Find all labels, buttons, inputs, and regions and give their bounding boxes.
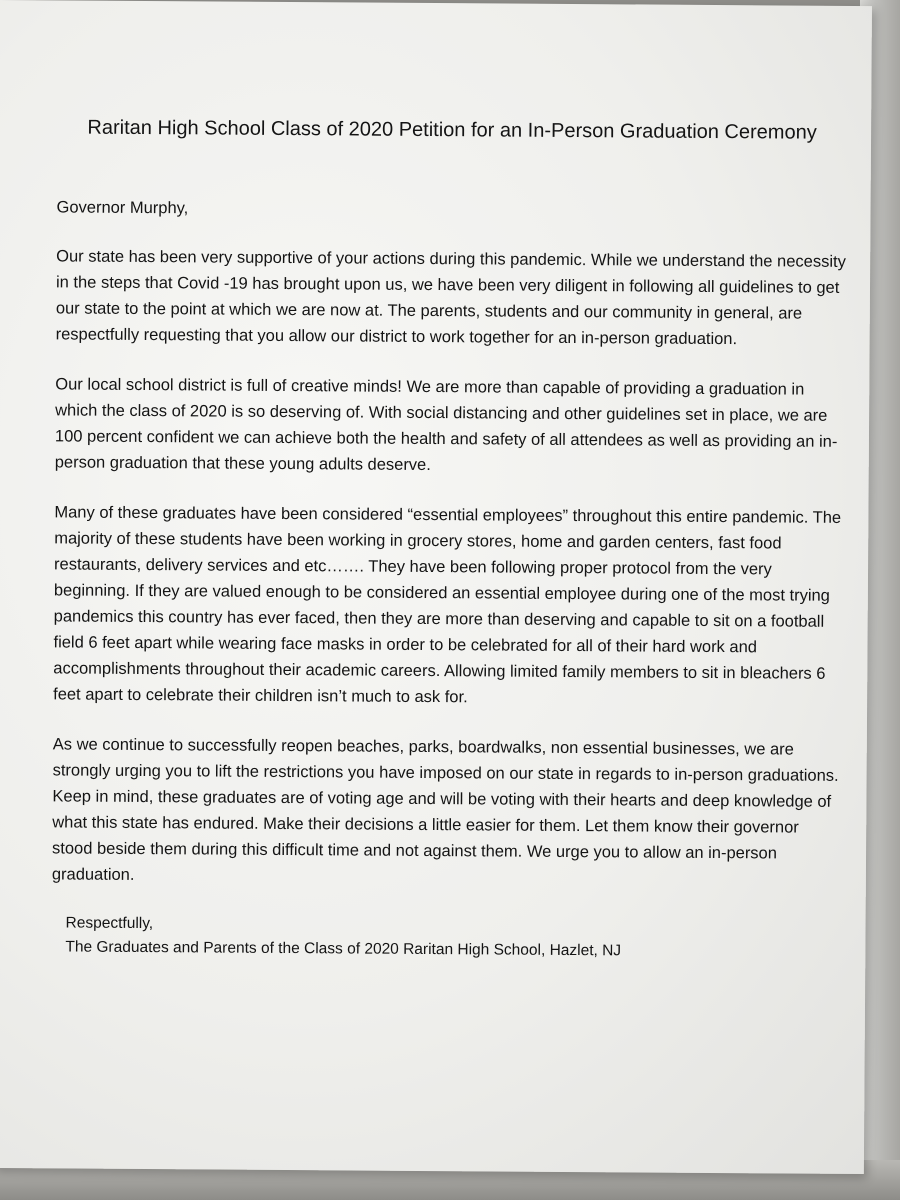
- signature: The Graduates and Parents of the Class of 2020 Raritan High School, Hazlet, NJ: [65, 938, 622, 960]
- letter-content: [51, 112, 847, 964]
- paragraph-1: Our state has been very supportive of your actions during this pandemic. While we understand the necessity in the steps that Covid -19 has brought upon us, we have been very diligent in following all guidelines to get our state to the point at which we are now at. The parents, students and our community in general, are respectfully requesting that you allow our district to work together for an in-person graduation.: [55, 247, 846, 349]
- closing: Respectfully,: [65, 914, 154, 933]
- paragraph-3: Many of these graduates have been considered “essential employees” throughout this entire pandemic. The majority of these students have been working in grocery stores, home and garden centers, fast food restaurants, delivery services and etc……. They have been following proper protocol from the very beginning. If they are valued enough to be considered an essential employee during one of the most trying pandemics this country has ever faced, then they are more than deserving and capable to sit on a football field 6 feet apart while wearing face masks in order to be celebrated for all of their hard work and accomplishments throughout their academic careers. Allowing limited family members to sit in bleachers 6 feet apart to celebrate their children isn’t much to ask for.: [53, 503, 842, 707]
- salutation: Governor Murphy,: [56, 198, 189, 218]
- letter-title: Raritan High School Class of 2020 Petition for an In-Person Graduation Ceremony: [87, 116, 817, 144]
- paragraph-2: Our local school district is full of creative minds! We are more than capable of providing a graduation in which the class of 2020 is so deserving of. With social distancing and other guidelines set in place, we are 100 percent confident we can achieve both the health and safety of all attendees as well as providing an in-person graduation that these young adults deserve.: [54, 375, 838, 475]
- paragraph-4: As we continue to successfully reopen beaches, parks, boardwalks, non essential businesses, we are strongly urging you to lift the restrictions you have imposed on our state in regards to in-person graduations. Keep in mind, these graduates are of voting age and will be voting with their hearts and deep knowledge of what this state has endured. Make their decisions a little easier for them. Let them know their governor stood beside them during this difficult time and not against them. We urge you to allow an in-person graduation.: [51, 735, 839, 884]
